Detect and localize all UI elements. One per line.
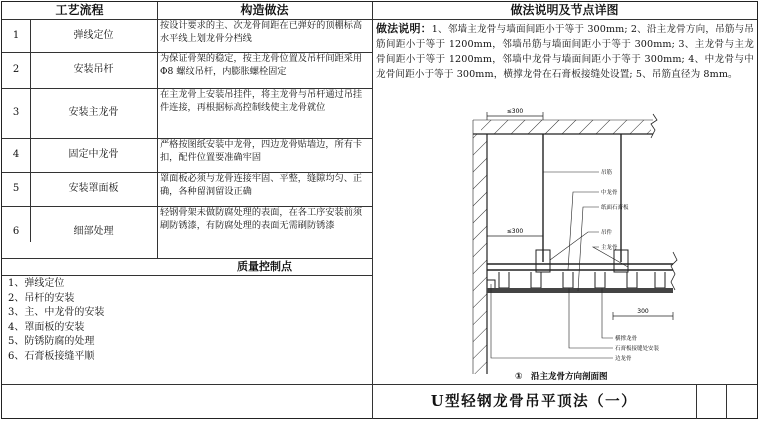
step-number: 6 [12, 226, 20, 237]
label-suspender: 吊筋 [601, 170, 613, 176]
section-drawing [373, 102, 757, 384]
step-description: 轻钢骨架未做防腐处理的表面，在各工序安装前须刷防锈漆，有防腐处理的表面无需刷防锈漆 [160, 207, 363, 231]
process-header: 工艺流程 [55, 3, 104, 17]
quality-item: 4、罩面板的安装 [8, 321, 85, 333]
step-description: 为保证骨架的稳定，按主龙骨位置及吊杆间距采用Φ8 螺纹吊杆，内膨胀螺栓固定 [160, 53, 363, 77]
hangers [536, 250, 628, 272]
label-main-keel: 主龙骨 [601, 245, 618, 251]
quality-item: 3、主、中龙骨的安装 [8, 307, 105, 318]
caption-text: 沿主龙骨方向剖面图 [531, 372, 608, 382]
label-cross-keel: 横撑龙骨 [615, 336, 638, 342]
ceiling-slab [473, 120, 653, 134]
notes-header: 做法说明及节点详图 [510, 3, 619, 17]
wall [473, 120, 487, 374]
dim-bottom-label: 300 [637, 308, 649, 315]
step-number: 2 [12, 64, 20, 75]
method-header: 构造做法 [240, 3, 289, 17]
mid-keels [499, 272, 665, 288]
step-name: 弹线定位 [73, 30, 114, 41]
quality-list [8, 277, 368, 364]
notes-body: 1、邻墙主龙骨与墙面间距小于等于 300mm; 2、沿主龙骨方向，吊筋与吊筋间距小于等于 1200mm，邻墙吊筋与墙面间距小于等于 300mm; 3、主龙骨与主龙骨间距小于等于 1200mm，邻墙中龙骨与墙面间距小于等于 300mm; 4、中龙骨与中龙骨间距小于等于 300mm，横撑龙骨在石膏板接缝处设置; 5、吊筋直径为 8mm。 [376, 24, 754, 80]
label-hanger: 吊件 [601, 230, 613, 236]
dim-top-label: ≤300 [506, 108, 524, 115]
label-board: 纸面石膏板 [601, 205, 629, 211]
step-number: 5 [12, 183, 20, 194]
step-description: 罩面板必须与龙骨连接牢固、平整，缝隙均匀、正确，各种留洞留设正确 [160, 173, 363, 197]
step-name: 安装罩面板 [68, 183, 119, 194]
step-number: 4 [12, 149, 20, 160]
step-description: 严格按图纸安装中龙骨，四边龙骨贴墙边，所有卡扣，配件位置要准确牢固 [160, 139, 363, 163]
quality-item: 6、石膏板接缝平顺 [8, 350, 95, 362]
step-name: 安装吊杆 [73, 64, 114, 75]
step-number: 1 [12, 30, 20, 41]
suspender-rods [543, 134, 621, 262]
step-name: 固定中龙骨 [68, 149, 119, 160]
step-name: 细部处理 [73, 226, 114, 237]
caption-number: ① [515, 372, 523, 382]
step-description: 按设计要求的主、次龙骨间距在已弹好的顶棚标高水平线上划龙骨分档线 [160, 20, 363, 44]
drawing-title: U型轻钢龙骨吊平顶法（一） [430, 393, 638, 410]
quality-item: 5、防锈防腐的处理 [8, 336, 95, 347]
quality-item: 2、吊杆的安装 [8, 292, 75, 304]
step-name: 安装主龙骨 [68, 107, 119, 118]
notes-text [376, 21, 754, 82]
label-seam: 石膏板接缝处安装 [615, 346, 660, 352]
notes-label: 做法说明： [376, 22, 432, 35]
step-description: 在主龙骨上安装吊挂件，将主龙骨与吊杆通过吊挂件连接，再根据标高控制线使主龙骨就位 [160, 89, 363, 113]
quality-item: 1、弹线定位 [8, 278, 65, 289]
main-keel [487, 264, 673, 270]
label-mid-keel: 中龙骨 [601, 190, 618, 196]
leader-lines [491, 172, 628, 358]
step-number: 3 [12, 107, 20, 118]
gypsum-board [487, 288, 673, 293]
label-edge-keel: 边龙骨 [615, 356, 632, 362]
drawing-sheet [1, 1, 758, 419]
quality-title: 质量控制点 [237, 260, 292, 273]
dim-mid-label: ≤300 [506, 228, 524, 235]
